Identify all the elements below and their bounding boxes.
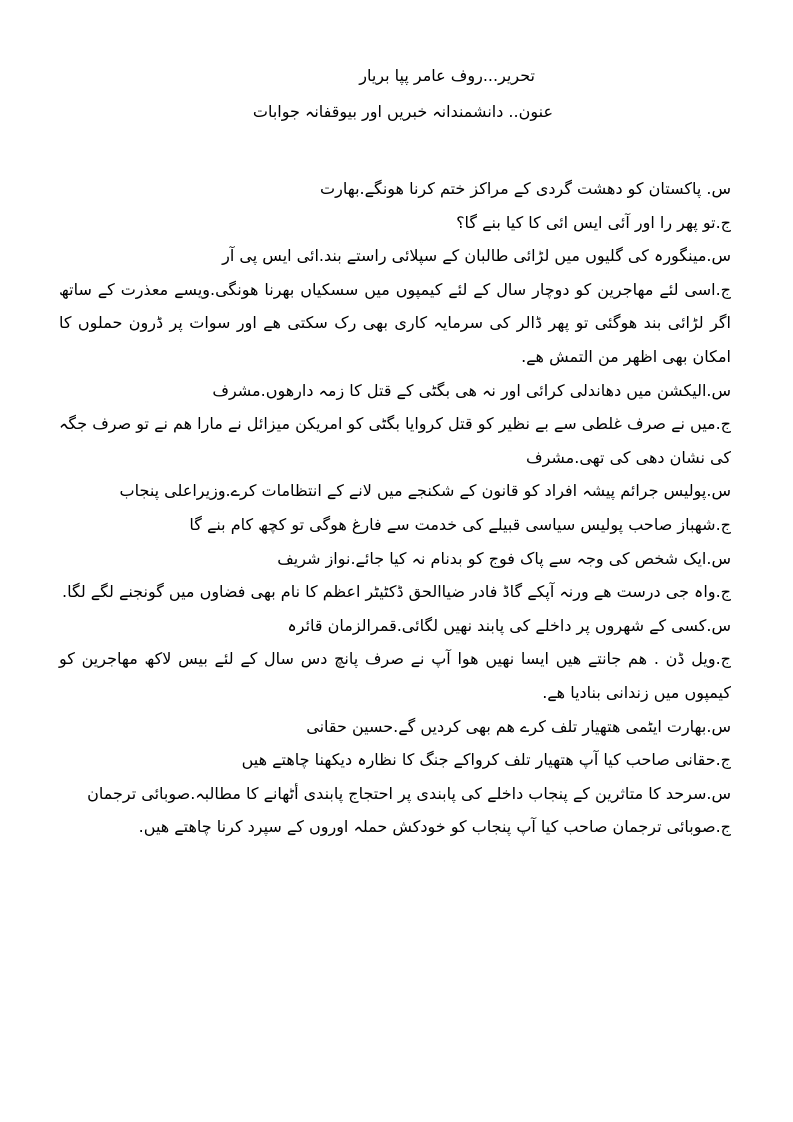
answer-4: ج.شهباز صاحب پولیس سیاسی قبیلے کی خدمت سے فارغ هوگی تو کچھ کام بنے گا (189, 514, 731, 534)
subject-line: عنون.. دانشمندانہ خبریں اور بیوقفانہ جوابات (252, 102, 553, 121)
question-5: س.ایک شخص کی وجہ سے پاک فوج کو بدنام نہ کیا جائے.نواز شریف (277, 548, 731, 568)
question-7: س.بهارت ایٹمی هتهیار تلف کرے هم بهی کردیں گے.حسین حقانی (306, 716, 731, 736)
author-line: تحریر...روف عامر پپا بریار (359, 66, 535, 85)
question-8: س.سرحد کا متاثرین کے پنجاب داخلے کی پابندی پر احتجاج پابندی أٹهانے کا مطالبہ.صوبائی ترجمان (87, 783, 731, 803)
question-6: س.کسی کے شهروں پر داخلے کی پابند نهیں لگائی.قمرالزمان قائرہ (287, 615, 731, 635)
answer-1: ج.تو پهر را اور آئی ایس ائی کا کیا بنے گا؟ (456, 212, 731, 232)
answer-7: ج.حقانی صاحب کیا آپ هتهیار تلف کرواکے جنگ کا نظارہ دیکهنا چاهتے هیں (241, 750, 731, 770)
answer-8: ج.صوبائی ترجمان صاحب کیا آپ پنجاب کو خودکش حملہ اوروں کے سپرد کرنا چاهتے هیں. (138, 817, 731, 837)
question-4: س.پولیس جرائم پیشہ افراد کو قانون کے شکنجے میں لانے کے انتظامات کرے.وزیراعلی پنجاب (119, 481, 731, 501)
question-2: س.مینگورہ کی گلیوں میں لڑائی طالبان کے سپلائی راستے بند.ائی ایس پی آر (222, 246, 731, 266)
qa-body (59, 172, 731, 844)
question-3: س.الیکشن میں دهاندلی کرائی اور نہ هی بگٹی کے قتل کا زمہ دارهوں.مشرف (212, 380, 731, 400)
answer-3: ج.میں نے صرف غلطی سے بے نظیر کو قتل کروایا بگٹی کو امریکن میزائل نے مارا هم نے تو صرف جگہ کی نشان دهی کی تهی.مشرف (59, 414, 731, 467)
answer-6: ج.ویل ڈن . هم جانتے هیں ایسا نهیں هوا آپ نے صرف پانچ دس سال کے لئے بیس لاکھ مهاجرین کو کیمپوں میں زندانی بنادیا هے. (59, 649, 731, 702)
answer-2: ج.اسی لئے مهاجرین کو دوچار سال کے لئے کیمپوں میں سسکیاں بهرنا هونگی.ویسے معذرت کے ساتھ اگر لڑائی بند هوگئی تو پهر ڈالر کی سرمایہ کاری بهی رک سکتی هے اور سوات پر ڈرون حملوں کا امکان بهی اظهر من التمش هے. (59, 279, 731, 366)
answer-5: ج.واہ جی درست هے ورنہ آپکے گاڈ فادر ضیاالحق ڈکٹیٹر اعظم کا نام بهی فضاوں میں گونجنے لگے لگا. (62, 582, 731, 602)
question-1: س. پاکستان کو دهشت گردی کے مراکز ختم کرنا هونگے.بهارت (320, 179, 731, 198)
